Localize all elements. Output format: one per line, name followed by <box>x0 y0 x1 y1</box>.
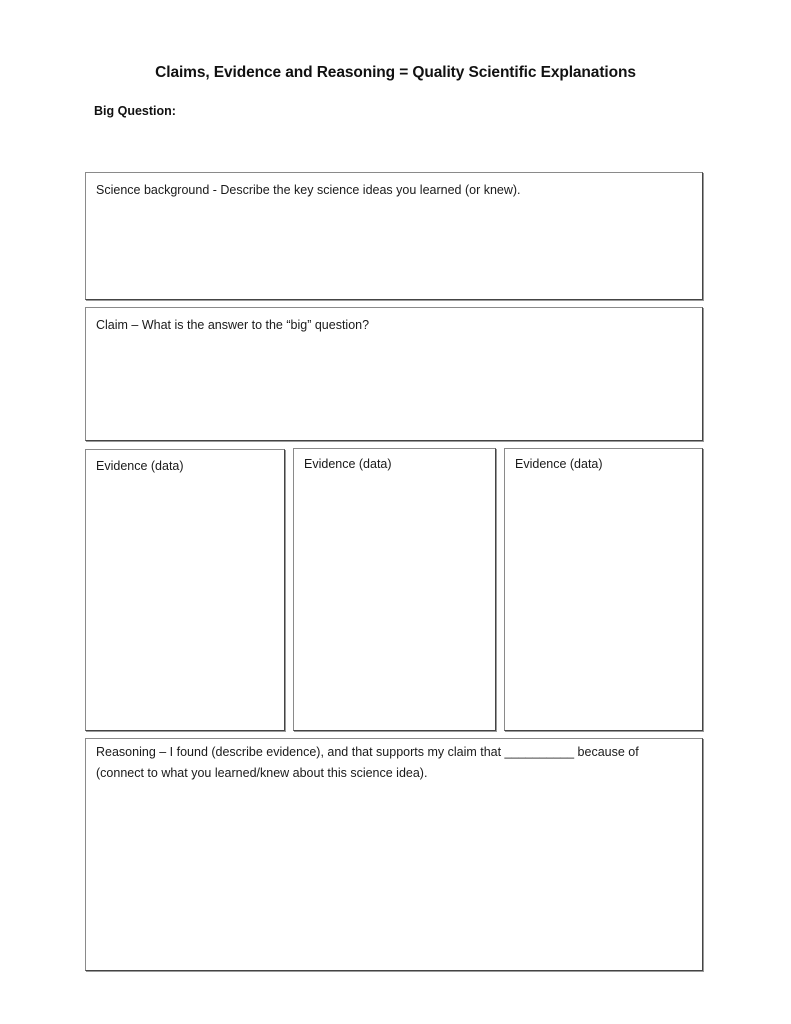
reasoning-label <box>96 742 692 784</box>
claim-label: Claim – What is the answer to the “big” question? <box>96 318 370 332</box>
evidence-label-3: Evidence (data) <box>515 457 603 471</box>
science-background-label: Science background - Describe the key science ideas you learned (or knew). <box>96 183 521 197</box>
evidence-box-3[interactable] <box>504 448 703 731</box>
evidence-box-2[interactable] <box>293 448 496 731</box>
evidence-label-1: Evidence (data) <box>96 459 184 473</box>
reasoning-label-line-2: (connect to what you learned/knew about this science idea). <box>96 766 428 780</box>
science-background-box[interactable] <box>85 172 703 300</box>
reasoning-box[interactable] <box>85 738 703 971</box>
page-title: Claims, Evidence and Reasoning = Quality Scientific Explanations <box>155 64 636 81</box>
reasoning-label-line-1: Reasoning – I found (describe evidence), and that supports my claim that __________ because of <box>96 745 639 759</box>
evidence-label-2: Evidence (data) <box>304 457 392 471</box>
claim-box[interactable] <box>85 307 703 441</box>
big-question-label: Big Question: <box>94 104 176 118</box>
evidence-box-1[interactable] <box>85 449 285 731</box>
